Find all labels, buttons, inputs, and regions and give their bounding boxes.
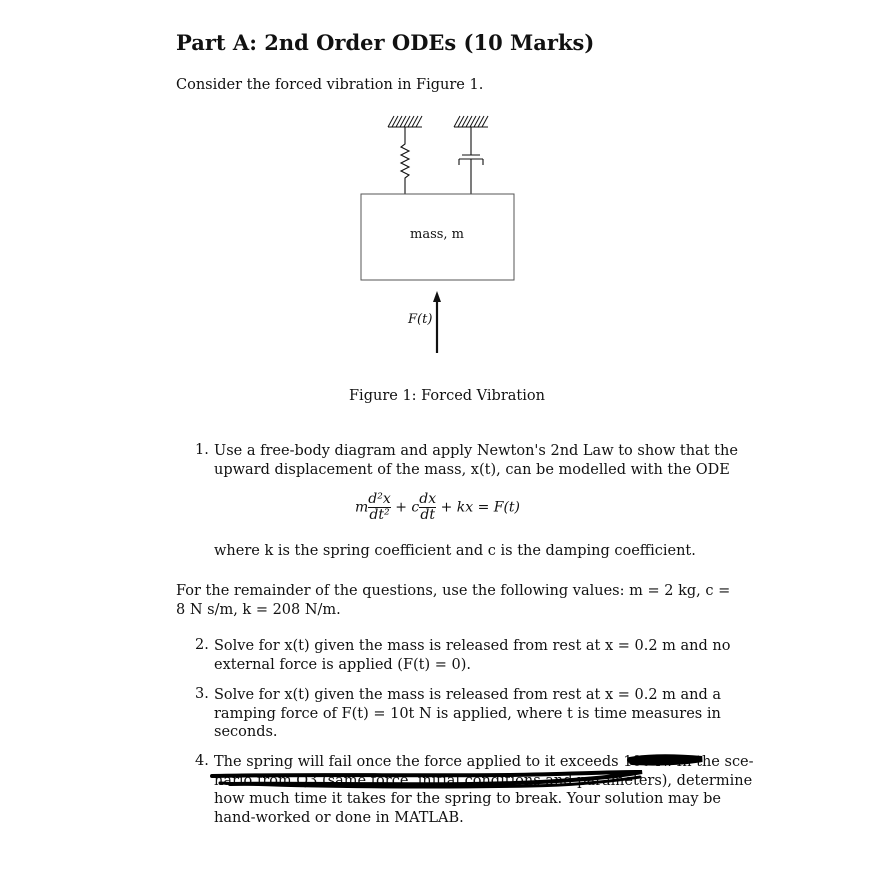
eq-dt: dt xyxy=(420,507,435,523)
ceiling-left xyxy=(388,116,422,127)
spring xyxy=(401,127,409,194)
eq-d2x: d²x xyxy=(368,491,391,507)
force-arrowhead xyxy=(433,291,441,302)
q1-after: where k is the spring coefficient and c is the damping coefficient. xyxy=(214,543,696,559)
eq-frac-dx xyxy=(419,492,436,523)
page-title: Part A: 2nd Order ODEs (10 Marks) xyxy=(176,30,595,55)
q4-number: 4. xyxy=(195,753,209,769)
q1-text xyxy=(214,442,738,479)
q2-line1: Solve for x(t) given the mass is released from rest at x = 0.2 m and no xyxy=(214,638,731,654)
ceiling-right xyxy=(454,116,488,127)
q4-line3: how much time it takes for the spring to break. Your solution may be xyxy=(214,791,722,807)
figure-caption: Figure 1: Forced Vibration xyxy=(349,388,545,404)
values-line1: For the remainder of the questions, use the following values: m = 2 kg, c = xyxy=(176,583,731,599)
strikeout-scribble xyxy=(210,750,710,795)
q3-line3: seconds. xyxy=(214,724,278,740)
q2-text xyxy=(214,637,731,674)
q3-text xyxy=(214,686,722,742)
eq-dx: dx xyxy=(419,491,437,507)
q4-struck2: nario from Q3 (same force, initial conditions and parameters), xyxy=(214,772,673,789)
eq-rest: + kx = F(t) xyxy=(440,499,521,516)
q3-line1: Solve for x(t) given the mass is released from rest at x = 0.2 m and a xyxy=(214,687,722,703)
q3-number: 3. xyxy=(195,686,209,702)
ode-equation xyxy=(355,492,520,523)
q4-line1-text: The spring will fail once the force applied to it exceeds 100 N. xyxy=(214,754,672,770)
intro-text: Consider the forced vibration in Figure 1. xyxy=(176,77,484,93)
q4-line2-rest: determine xyxy=(676,772,753,789)
q4-line4: hand-worked or done in MATLAB. xyxy=(214,809,464,826)
q4-struck1: In the sce- xyxy=(676,754,754,770)
eq-frac-d2x xyxy=(368,492,390,523)
q1-line1: Use a free-body diagram and apply Newton's 2nd Law to show that the xyxy=(214,443,738,459)
damper xyxy=(459,127,483,194)
q2-line2: external force is applied (F(t) = 0). xyxy=(214,656,472,673)
eq-m: m xyxy=(355,499,369,516)
mass-label: mass, m xyxy=(410,227,465,242)
values-paragraph xyxy=(176,582,731,619)
eq-plus-c: + c xyxy=(395,499,420,516)
q3-line2: ramping force of F(t) = 10t N is applied, where t is time measures in xyxy=(214,705,721,722)
figure-forced-vibration xyxy=(330,110,550,364)
values-line2: 8 N s/m, k = 208 N/m. xyxy=(176,601,341,618)
q1-line2: upward displacement of the mass, x(t), can be modelled with the ODE xyxy=(214,461,730,478)
q1-number: 1. xyxy=(195,442,209,458)
q2-number: 2. xyxy=(195,637,209,653)
force-label: F(t) xyxy=(408,312,433,327)
eq-dt2: dt² xyxy=(369,507,390,523)
